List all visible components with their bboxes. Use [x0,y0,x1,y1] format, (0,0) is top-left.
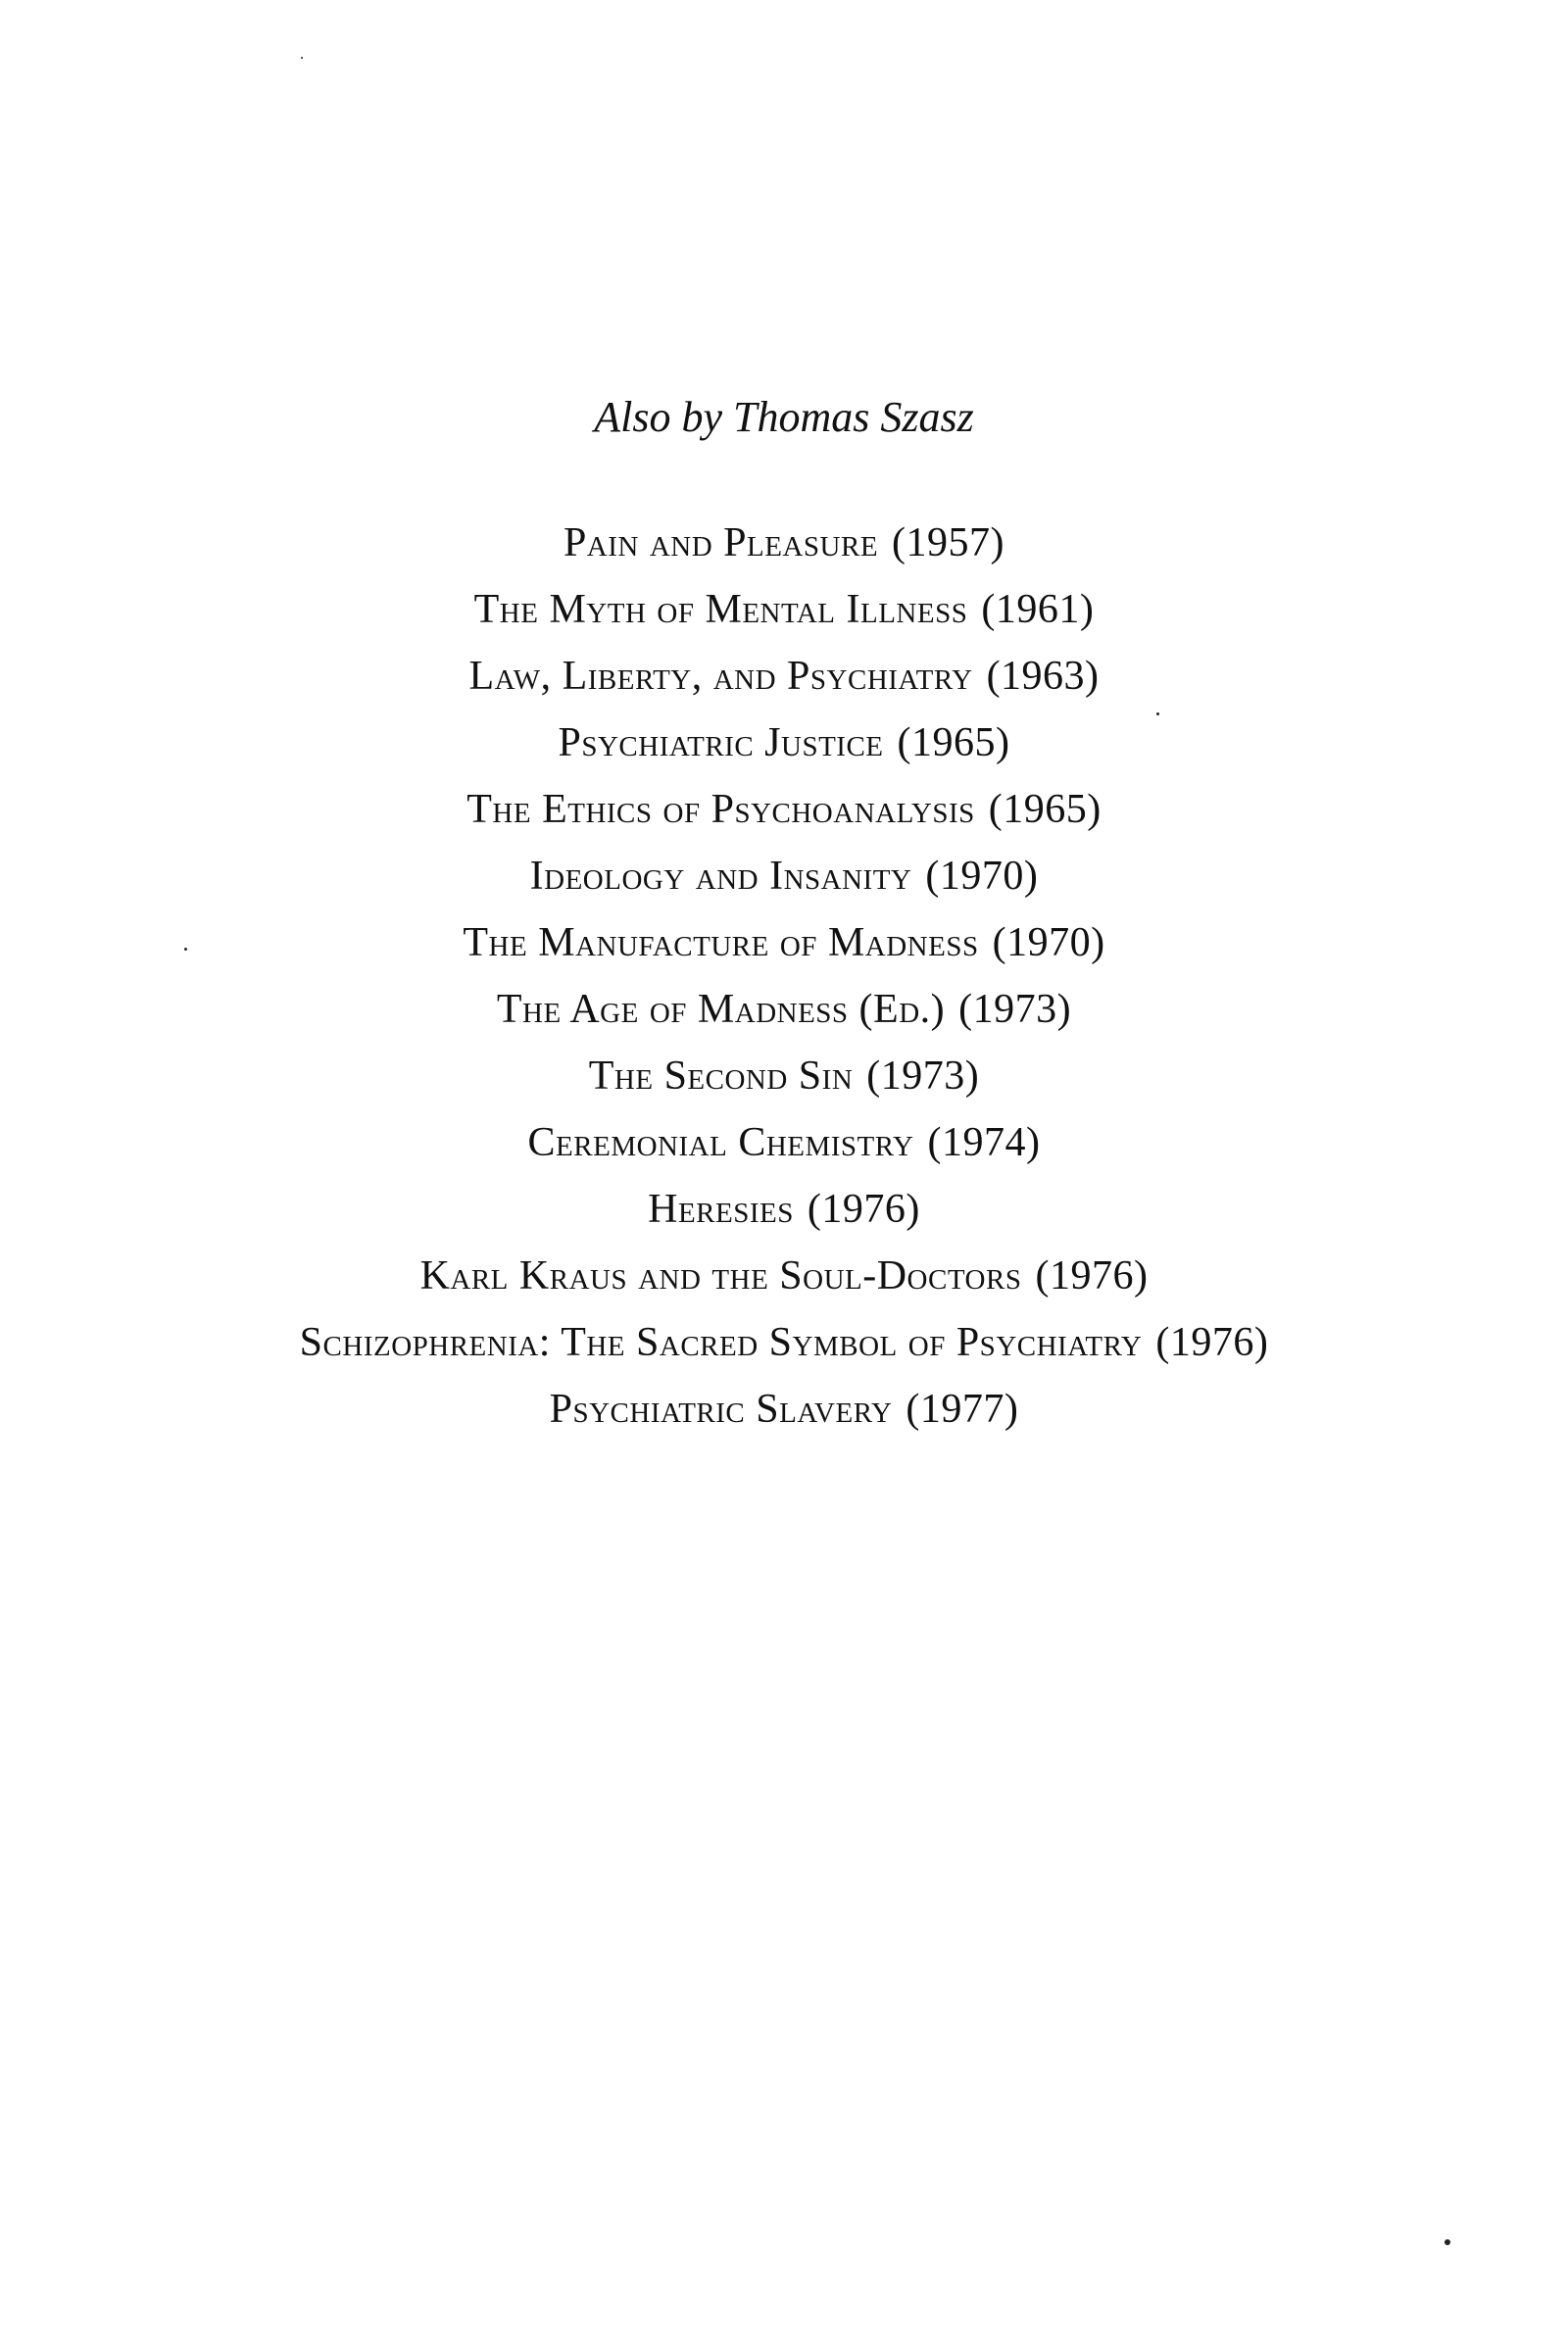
publication-year: (1970) [925,854,1039,899]
book-title: Psychiatric Slavery [549,1387,893,1432]
publication-year: (1957) [892,520,1005,565]
book-title: The Second Sin [588,1054,854,1099]
book-title: Ideology and Insanity [529,854,912,899]
page-heading: Also by Thomas Szasz [594,393,974,441]
publication-year: (1965) [897,720,1010,765]
list-item [0,1109,1568,1176]
scan-speck [1156,712,1159,715]
book-title: Heresies [648,1187,794,1232]
publication-year: (1974) [927,1120,1041,1165]
book-title-list [0,510,1568,1443]
list-item [0,1176,1568,1243]
list-item [0,576,1568,643]
book-title: Karl Kraus and the Soul-Doctors [419,1253,1022,1298]
list-item [0,1376,1568,1443]
publication-year: (1976) [1035,1253,1149,1298]
book-title: Schizophrenia: The Sacred Symbol of Psychiatry [299,1320,1143,1365]
scan-speck [1445,2239,1450,2245]
list-item [0,643,1568,710]
publication-year: (1961) [981,587,1095,632]
publication-year: (1973) [958,987,1072,1032]
list-item [0,1043,1568,1109]
book-title: Ceremonial Chemistry [527,1120,914,1165]
book-title: Pain and Pleasure [563,520,879,565]
publication-year: (1977) [906,1387,1019,1432]
list-item [0,976,1568,1043]
book-title: The Myth of Mental Illness [473,587,968,632]
book-title: The Ethics of Psychoanalysis [466,787,975,832]
list-item [0,510,1568,576]
book-title: Psychiatric Justice [558,720,884,765]
book-title: Law, Liberty, and Psychiatry [468,654,973,699]
list-item [0,1243,1568,1309]
publication-year: (1976) [807,1187,920,1232]
book-title: The Age of Madness (Ed.) [496,987,946,1032]
scan-speck [184,948,187,951]
publication-year: (1963) [986,654,1100,699]
scan-speck [301,57,303,59]
publication-year: (1970) [992,920,1105,965]
publication-year: (1973) [866,1054,980,1099]
list-item [0,1309,1568,1376]
list-item [0,776,1568,843]
book-title: The Manufacture of Madness [463,920,979,965]
list-item [0,710,1568,776]
publication-year: (1976) [1155,1320,1269,1365]
list-item [0,909,1568,976]
publication-year: (1965) [988,787,1102,832]
list-item [0,843,1568,909]
